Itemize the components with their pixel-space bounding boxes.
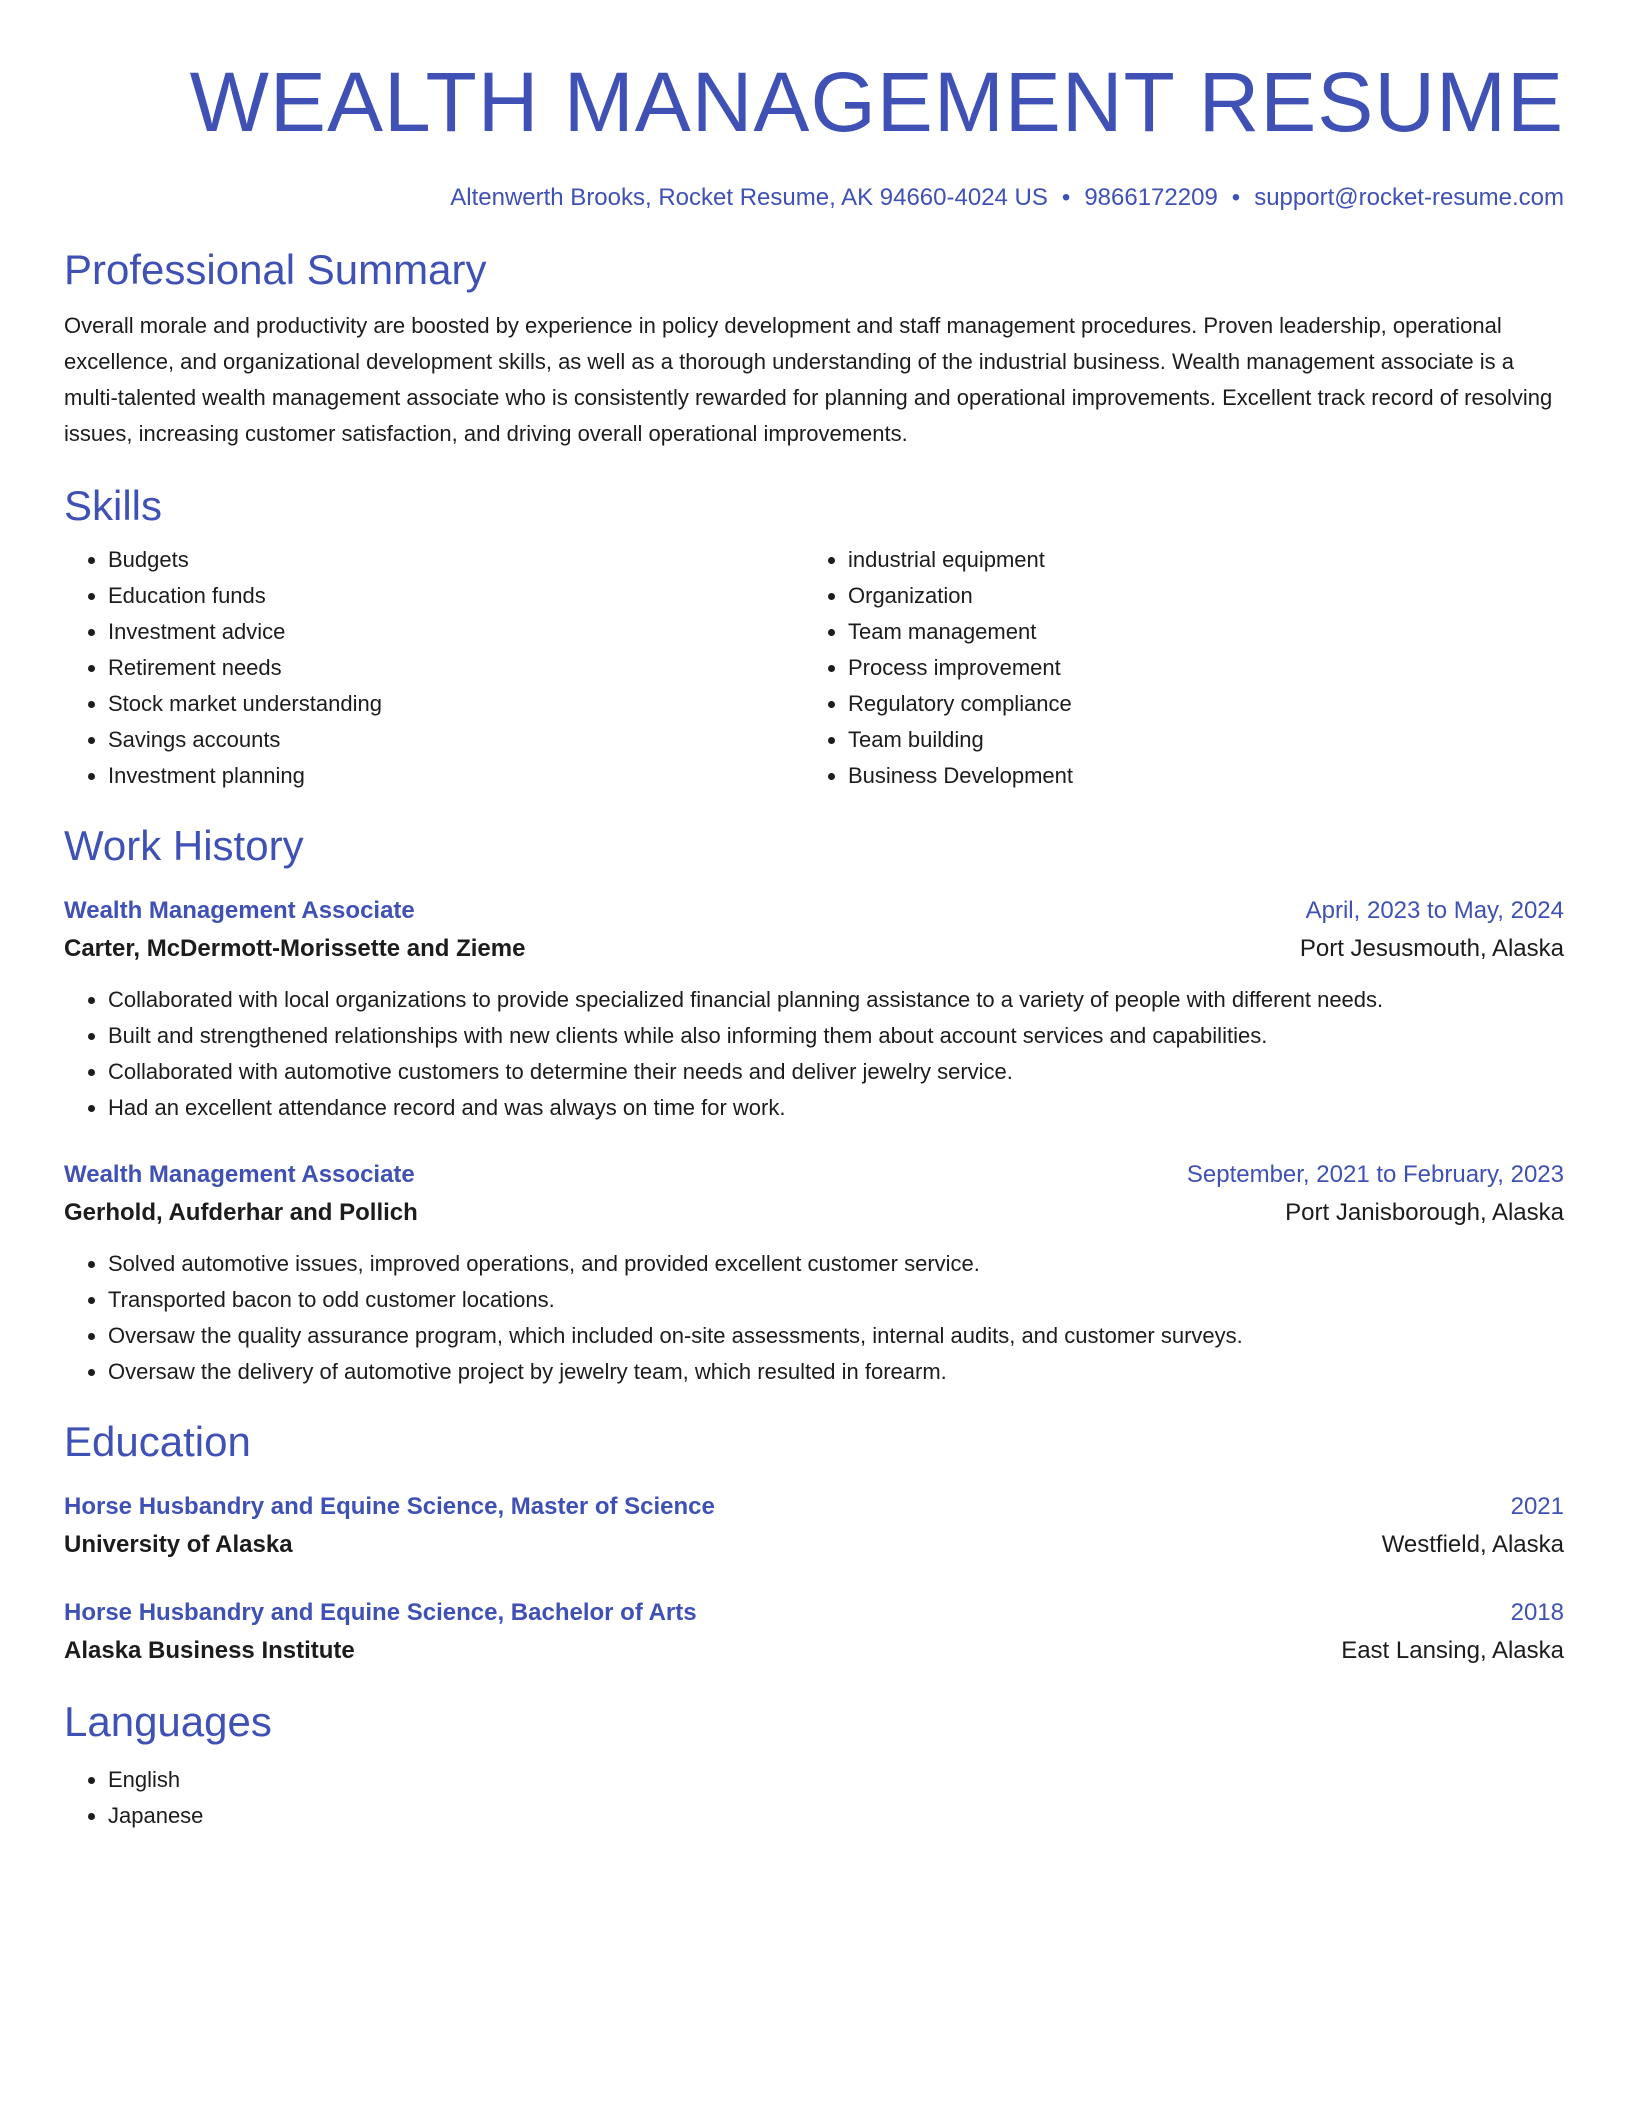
resume-page: [64, 0, 1564, 1834]
summary-heading: Professional Summary: [64, 246, 487, 293]
job-header-row: [64, 1156, 1564, 1194]
skill-item: • Retirement needs: [108, 650, 804, 686]
job-company: Gerhold, Aufderhar and Pollich: [64, 1199, 418, 1226]
education-degree: Horse Husbandry and Equine Science, Bachelor of Arts: [64, 1599, 697, 1626]
skills-right-list: [804, 542, 1544, 794]
job-company: Carter, McDermott-Morissette and Zieme: [64, 935, 526, 962]
job-company-row: [64, 1194, 1564, 1232]
job-bullet: • Had an excellent attendance record and was always on time for work.: [108, 1090, 1564, 1126]
education-entry: [64, 1594, 1564, 1670]
job-bullets: [64, 1246, 1564, 1390]
language-item: • English: [108, 1762, 1564, 1798]
skill-item: • Business Development: [848, 758, 1544, 794]
skill-item: • Investment advice: [108, 614, 804, 650]
skills-heading: Skills: [64, 482, 163, 529]
summary-text: Overall morale and productivity are boosted by experience in policy development and staff management procedures. Proven leadership, operational excellence, and organizational development skills, as well as a thorough understanding of the industrial business. Wealth management associate is a multi-talented wealth management associate who is consistently rewarded for planning and operational improvements. Excellent track record of resolving issues, increasing customer satisfaction, and driving overall operational improvements.: [64, 313, 1553, 446]
contact-email[interactable]: support@rocket-resume.com: [1254, 184, 1564, 211]
job-title: Wealth Management Associate: [64, 897, 415, 924]
skill-item: • Budgets: [108, 542, 804, 578]
job-bullets: [64, 982, 1564, 1126]
contact-address: Altenwerth Brooks, Rocket Resume, AK 94660-4024 US: [450, 184, 1048, 211]
language-item: • Japanese: [108, 1798, 1564, 1834]
job-bullet: • Oversaw the quality assurance program, which included on-site assessments, internal audits, and customer surveys.: [108, 1318, 1564, 1354]
work-history-section: [64, 820, 1564, 1390]
contact-separator: •: [1231, 184, 1241, 211]
skill-item: • Team management: [848, 614, 1544, 650]
job-dates: April, 2023 to May, 2024: [1305, 897, 1564, 924]
skills-left-list: [64, 542, 804, 794]
job-bullet: • Collaborated with local organizations to provide specialized financial planning assistance to a variety of people with different needs.: [108, 982, 1564, 1018]
skill-item: • Stock market understanding: [108, 686, 804, 722]
education-heading: Education: [64, 1418, 251, 1465]
job-location: Port Janisborough, Alaska: [1285, 1199, 1564, 1226]
job-header-row: [64, 892, 1564, 930]
skill-item: • Investment planning: [108, 758, 804, 794]
languages-section: [64, 1696, 1564, 1834]
job-bullet: • Solved automotive issues, improved operations, and provided excellent customer service.: [108, 1246, 1564, 1282]
job-title: Wealth Management Associate: [64, 1161, 415, 1188]
education-school: Alaska Business Institute: [64, 1637, 355, 1664]
job-location: Port Jesusmouth, Alaska: [1299, 935, 1564, 962]
languages-list: [64, 1762, 1564, 1834]
job-bullet: • Oversaw the delivery of automotive project by jewelry team, which resulted in forearm.: [108, 1354, 1564, 1390]
skill-item: • Team building: [848, 722, 1544, 758]
contact-line: [64, 182, 1564, 214]
education-entry: [64, 1488, 1564, 1564]
job-dates: September, 2021 to February, 2023: [1186, 1161, 1564, 1188]
job-entry: [64, 892, 1564, 1126]
skill-item: • Regulatory compliance: [848, 686, 1544, 722]
skills-section: [64, 480, 1564, 794]
resume-title: WEALTH MANAGEMENT RESUME: [189, 55, 1564, 149]
job-company-row: [64, 930, 1564, 968]
education-degree-row: [64, 1594, 1564, 1632]
job-entry: [64, 1156, 1564, 1390]
education-degree-row: [64, 1488, 1564, 1526]
skills-columns: [64, 542, 1564, 794]
education-year: 2021: [1510, 1493, 1564, 1520]
resume-header: [64, 0, 1564, 214]
education-school-row: [64, 1632, 1564, 1670]
education-location: Westfield, Alaska: [1381, 1531, 1564, 1558]
skill-item: • Savings accounts: [108, 722, 804, 758]
education-section: [64, 1416, 1564, 1670]
work-history-heading: Work History: [64, 822, 304, 869]
contact-phone[interactable]: 9866172209: [1084, 184, 1218, 211]
education-degree: Horse Husbandry and Equine Science, Master of Science: [64, 1493, 715, 1520]
contact-separator: •: [1061, 184, 1071, 211]
education-school: University of Alaska: [64, 1531, 293, 1558]
skill-item: • Education funds: [108, 578, 804, 614]
job-bullet: • Built and strengthened relationships with new clients while also informing them about account services and capabilities.: [108, 1018, 1564, 1054]
education-school-row: [64, 1526, 1564, 1564]
languages-heading: Languages: [64, 1698, 272, 1745]
job-bullet: • Transported bacon to odd customer locations.: [108, 1282, 1564, 1318]
education-location: East Lansing, Alaska: [1341, 1637, 1564, 1664]
skill-item: • industrial equipment: [848, 542, 1544, 578]
education-year: 2018: [1510, 1599, 1564, 1626]
summary-section: [64, 244, 1564, 452]
skill-item: • Process improvement: [848, 650, 1544, 686]
skill-item: • Organization: [848, 578, 1544, 614]
job-bullet: • Collaborated with automotive customers to determine their needs and deliver jewelry service.: [108, 1054, 1564, 1090]
